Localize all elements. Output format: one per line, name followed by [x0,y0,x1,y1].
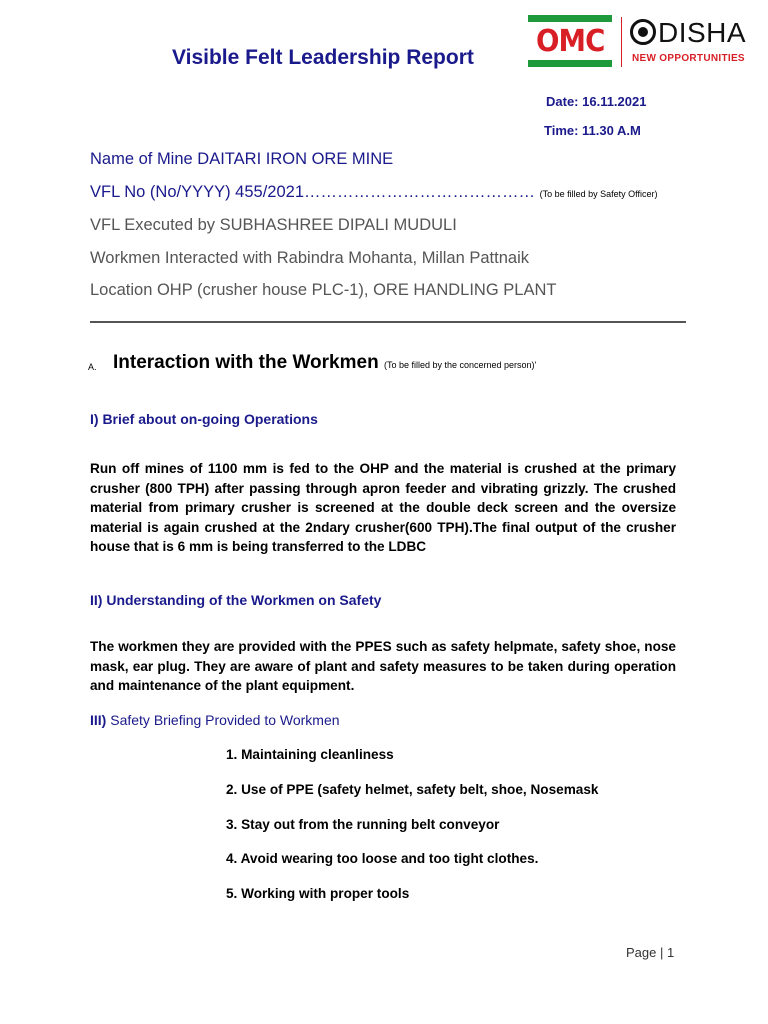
safety-briefing-list [226,747,598,921]
section-1-heading: I) Brief about on-going Operations [90,411,318,427]
location: Location OHP (crusher house PLC-1), ORE HANDLING PLANT [90,281,557,299]
list-item: 4. Avoid wearing too loose and too tight clothes. [226,851,539,867]
report-time: Time: 11.30 A.M [544,123,641,138]
odisha-o-icon [630,19,656,45]
vfl-number-note: (To be filled by Safety Officer) [539,189,658,199]
odisha-tagline: NEW OPPORTUNITIES [632,53,745,64]
vfl-number [90,183,658,202]
page-number: Page | 1 [626,945,675,960]
section-a-heading [113,352,536,374]
section-1-body: Run off mines of 1100 mm is fed to the OHP and the material is crushed at the primary crusher (800 TPH) after passing through apron feeder and vibrating grizzly. The crushed material from primary crusher is screened at the double deck screen and the oversize material is again crushed at the 2ndary crusher(600 TPH).The final output of the crusher house that is 6 mm is being transferred to the LDBC [90,461,676,554]
vfl-executed-by: VFL Executed by SUBHASHREE DIPALI MUDULI [90,216,457,234]
section-3-heading [90,712,340,728]
divider-line [90,321,686,323]
section-3-heading-text: Safety Briefing Provided to Workmen [106,712,340,728]
section-a-marker: A. [88,362,97,372]
omc-logo-text: OMC [535,23,605,59]
section-3-heading-num: III) [90,712,107,728]
section-a-title: Interaction with the Workmen [113,352,379,373]
list-item: 2. Use of PPE (safety helmet, safety belt, shoe, Nosemask [226,781,599,797]
vfl-number-text: VFL No (No/YYYY) 455/2021…………………………………… [90,183,536,201]
report-date: Date: 16.11.2021 [546,94,647,109]
omc-logo [528,15,612,67]
section-2-heading: II) Understanding of the Workmen on Safety [90,592,382,608]
section-2-body: The workmen they are provided with the PPES such as safety helpmate, safety shoe, nose mask, ear plug. They are aware of plant and safety measures to be taken during operation and maintenance of the plant equipment. [90,639,676,693]
odisha-logo-text: DISHA [658,17,747,48]
workmen-interacted: Workmen Interacted with Rabindra Mohanta, Millan Pattnaik [90,249,529,267]
omc-odisha-logo [528,15,756,71]
mine-name: Name of Mine DAITARI IRON ORE MINE [90,150,394,168]
report-title: Visible Felt Leadership Report [172,46,474,69]
section-a-note: (To be filled by the concerned person)' [383,360,537,370]
list-item: 1. Maintaining cleanliness [226,747,394,762]
list-item: 3. Stay out from the running belt conveyor [226,816,500,832]
logo-divider [621,17,622,67]
list-item: 5. Working with proper tools [226,886,410,902]
